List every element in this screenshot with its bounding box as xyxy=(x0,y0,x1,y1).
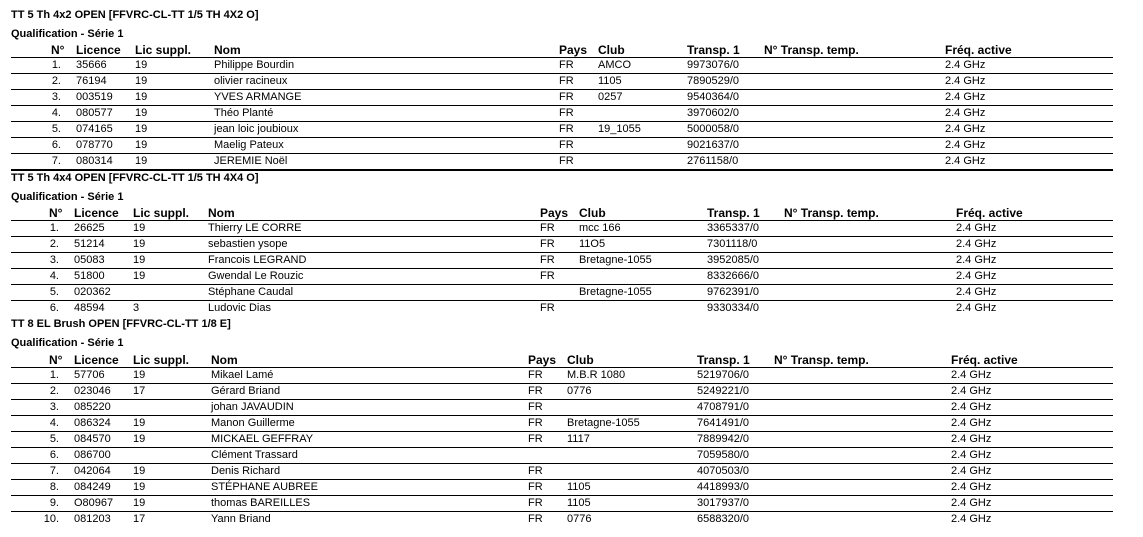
licence-cell: 05083 xyxy=(74,254,105,266)
transp-cell: 9021637/0 xyxy=(687,139,739,151)
licence-cell: 085220 xyxy=(74,401,111,413)
nom-cell: Philippe Bourdin xyxy=(214,59,295,71)
row-number: 10. xyxy=(43,513,59,525)
lic-suppl-cell: 19 xyxy=(135,107,148,119)
club-cell: 0776 xyxy=(567,385,592,397)
table-row xyxy=(11,269,1113,285)
licence-cell: 080314 xyxy=(76,155,113,167)
header-pays: Pays xyxy=(559,43,588,57)
section-title: TT 8 EL Brush OPEN [FFVRC-CL-TT 1/8 E] xyxy=(11,318,231,330)
lic-suppl-cell: 19 xyxy=(133,465,146,477)
licence-cell: 080577 xyxy=(76,107,113,119)
nom-cell: Yann Briand xyxy=(211,513,271,525)
freq-cell: 2.4 GHz xyxy=(956,222,997,234)
table-row xyxy=(11,122,1113,138)
club-cell: 1117 xyxy=(567,433,590,445)
pays-cell: FR xyxy=(540,270,555,282)
pays-cell: FR xyxy=(528,481,543,493)
club-cell: AMCO xyxy=(598,59,631,71)
freq-cell: 2.4 GHz xyxy=(945,107,986,119)
nom-cell: thomas BAREILLES xyxy=(211,497,311,509)
club-cell: 19_1055 xyxy=(598,123,641,135)
lic-suppl-cell: 19 xyxy=(135,59,148,71)
licence-cell: 48594 xyxy=(74,302,105,314)
row-number: 5. xyxy=(49,286,59,298)
header-num: N° xyxy=(49,353,63,367)
header-club: Club xyxy=(598,43,625,57)
row-number: 7. xyxy=(49,465,59,477)
row-number: 6. xyxy=(49,302,59,314)
row-number: 8. xyxy=(49,481,59,493)
club-cell: Bretagne-1055 xyxy=(579,286,652,298)
club-cell: Bretagne-1055 xyxy=(567,417,640,429)
table-row xyxy=(11,368,1113,384)
transp-cell: 5219706/0 xyxy=(697,369,749,381)
header-lic-suppl: Lic suppl. xyxy=(133,206,190,220)
club-cell: 0257 xyxy=(598,91,623,103)
nom-cell: sebastien ysope xyxy=(208,238,288,250)
nom-cell: YVES ARMANGE xyxy=(214,91,302,103)
row-number: 4. xyxy=(49,270,59,282)
nom-cell: Gwendal Le Rouzic xyxy=(208,270,304,282)
header-transp: Transp. 1 xyxy=(687,43,740,57)
table-row xyxy=(11,285,1113,301)
club-cell: 11O5 xyxy=(579,238,606,250)
header-licence: Licence xyxy=(76,43,121,57)
pays-cell: FR xyxy=(528,385,543,397)
table-header xyxy=(11,206,1143,220)
table-row xyxy=(11,512,1113,527)
transp-cell: 7641491/0 xyxy=(697,417,749,429)
nom-cell: MICKAEL GEFFRAY xyxy=(211,433,314,445)
pays-cell: FR xyxy=(540,222,555,234)
pays-cell: FR xyxy=(540,302,555,314)
club-cell: 1105 xyxy=(567,497,591,509)
transp-cell: 2761158/0 xyxy=(687,155,739,167)
licence-cell: 26625 xyxy=(74,222,105,234)
nom-cell: Thierry LE CORRE xyxy=(208,222,302,234)
freq-cell: 2.4 GHz xyxy=(951,513,992,525)
lic-suppl-cell: 17 xyxy=(133,513,146,525)
section-title: TT 5 Th 4x2 OPEN [FFVRC-CL-TT 1/5 TH 4X2 O] xyxy=(11,9,259,21)
header-lic-suppl: Lic suppl. xyxy=(135,43,192,57)
header-nom: Nom xyxy=(208,206,235,220)
table-row xyxy=(11,448,1113,464)
pays-cell: FR xyxy=(540,238,555,250)
club-cell: M.B.R 1080 xyxy=(567,369,626,381)
table-row xyxy=(11,221,1113,237)
club-cell: 1105 xyxy=(598,75,622,87)
transp-cell: 9762391/0 xyxy=(707,286,759,298)
nom-cell: Maelig Pateux xyxy=(214,139,284,151)
transp-cell: 3017937/0 xyxy=(697,497,749,509)
row-number: 6. xyxy=(51,139,61,151)
freq-cell: 2.4 GHz xyxy=(951,449,992,461)
table-row xyxy=(11,253,1113,269)
row-number: 1. xyxy=(51,59,61,71)
lic-suppl-cell: 19 xyxy=(133,222,146,234)
header-club: Club xyxy=(579,206,606,220)
club-cell: Bretagne-1055 xyxy=(579,254,652,266)
results-table xyxy=(11,367,1113,527)
pays-cell: FR xyxy=(528,401,543,413)
licence-cell: 081203 xyxy=(74,513,111,525)
pays-cell: FR xyxy=(528,369,543,381)
transp-cell: 7059580/0 xyxy=(697,449,749,461)
lic-suppl-cell: 19 xyxy=(133,417,146,429)
pays-cell: FR xyxy=(528,513,543,525)
licence-cell: 35666 xyxy=(76,59,107,71)
header-licence: Licence xyxy=(74,353,119,367)
transp-cell: 3970602/0 xyxy=(687,107,739,119)
licence-cell: 086700 xyxy=(74,449,111,461)
pays-cell: FR xyxy=(528,465,543,477)
freq-cell: 2.4 GHz xyxy=(956,286,997,298)
lic-suppl-cell: 19 xyxy=(133,254,146,266)
table-header xyxy=(11,353,1143,367)
row-number: 7. xyxy=(51,155,61,167)
licence-cell: 51800 xyxy=(74,270,105,282)
table-row xyxy=(11,480,1113,496)
freq-cell: 2.4 GHz xyxy=(956,302,997,314)
transp-cell: 9540364/0 xyxy=(687,91,739,103)
pays-cell: FR xyxy=(559,75,574,87)
row-number: 2. xyxy=(49,238,59,250)
freq-cell: 2.4 GHz xyxy=(956,238,997,250)
transp-cell: 5249221/0 xyxy=(697,385,749,397)
freq-cell: 2.4 GHz xyxy=(956,254,997,266)
section-subtitle: Qualification - Série 1 xyxy=(11,28,124,40)
row-number: 2. xyxy=(51,75,61,87)
pays-cell: FR xyxy=(528,417,543,429)
pays-cell: FR xyxy=(559,59,574,71)
table-header xyxy=(11,43,1143,57)
freq-cell: 2.4 GHz xyxy=(945,139,986,151)
lic-suppl-cell: 19 xyxy=(135,139,148,151)
lic-suppl-cell: 19 xyxy=(135,155,148,167)
club-cell: 0776 xyxy=(567,513,592,525)
row-number: 9. xyxy=(49,497,59,509)
row-number: 5. xyxy=(49,433,59,445)
lic-suppl-cell: 19 xyxy=(135,91,148,103)
nom-cell: jean loic joubioux xyxy=(214,123,299,135)
transp-cell: 3952085/0 xyxy=(707,254,759,266)
header-nom: Nom xyxy=(214,43,241,57)
table-row xyxy=(11,74,1113,90)
row-number: 3. xyxy=(49,254,59,266)
row-number: 3. xyxy=(49,401,59,413)
licence-cell: 51214 xyxy=(74,238,105,250)
row-number: 1. xyxy=(49,369,59,381)
header-transp-temp: N° Transp. temp. xyxy=(774,353,869,367)
lic-suppl-cell: 19 xyxy=(135,75,148,87)
transp-cell: 7890529/0 xyxy=(687,75,739,87)
table-row xyxy=(11,400,1113,416)
header-transp: Transp. 1 xyxy=(707,206,760,220)
header-num: N° xyxy=(49,206,63,220)
header-freq: Fréq. active xyxy=(956,206,1023,220)
pays-cell: FR xyxy=(559,139,574,151)
pays-cell: FR xyxy=(559,91,574,103)
table-row xyxy=(11,106,1113,122)
club-cell: mcc 166 xyxy=(579,222,621,234)
transp-cell: 7301118/0 xyxy=(707,238,758,250)
header-transp: Transp. 1 xyxy=(697,353,750,367)
results-table xyxy=(11,220,1113,316)
licence-cell: 020362 xyxy=(74,286,111,298)
freq-cell: 2.4 GHz xyxy=(945,123,986,135)
licence-cell: 023046 xyxy=(74,385,111,397)
transp-cell: 5000058/0 xyxy=(687,123,739,135)
nom-cell: johan JAVAUDIN xyxy=(211,401,294,413)
nom-cell: Clément Trassard xyxy=(211,449,298,461)
lic-suppl-cell: 19 xyxy=(133,497,146,509)
row-number: 6. xyxy=(49,449,59,461)
table-row xyxy=(11,432,1113,448)
licence-cell: 074165 xyxy=(76,123,113,135)
pays-cell: FR xyxy=(559,155,574,167)
nom-cell: Francois LEGRAND xyxy=(208,254,307,266)
table-row xyxy=(11,301,1113,316)
pays-cell: FR xyxy=(559,107,574,119)
table-row xyxy=(11,154,1113,169)
table-row xyxy=(11,464,1113,480)
row-number: 3. xyxy=(51,91,61,103)
pays-cell: FR xyxy=(540,254,555,266)
transp-cell: 9330334/0 xyxy=(707,302,759,314)
nom-cell: Gérard Briand xyxy=(211,385,281,397)
nom-cell: Stéphane Caudal xyxy=(208,286,294,298)
results-table xyxy=(11,57,1113,171)
transp-cell: 7889942/0 xyxy=(697,433,749,445)
licence-cell: 084570 xyxy=(74,433,111,445)
freq-cell: 2.4 GHz xyxy=(951,497,992,509)
row-number: 4. xyxy=(49,417,59,429)
lic-suppl-cell: 17 xyxy=(133,385,146,397)
freq-cell: 2.4 GHz xyxy=(951,433,992,445)
table-row xyxy=(11,90,1113,106)
header-freq: Fréq. active xyxy=(945,43,1012,57)
row-number: 4. xyxy=(51,107,61,119)
nom-cell: JEREMIE Noël xyxy=(214,155,288,167)
freq-cell: 2.4 GHz xyxy=(951,401,992,413)
transp-cell: 4418993/0 xyxy=(697,481,749,493)
row-number: 5. xyxy=(51,123,61,135)
nom-cell: Mikael Lamé xyxy=(211,369,274,381)
licence-cell: 086324 xyxy=(74,417,111,429)
lic-suppl-cell: 19 xyxy=(133,238,146,250)
transp-cell: 9973076/0 xyxy=(687,59,739,71)
section-subtitle: Qualification - Série 1 xyxy=(11,191,124,203)
freq-cell: 2.4 GHz xyxy=(945,155,986,167)
licence-cell: 76194 xyxy=(76,75,107,87)
freq-cell: 2.4 GHz xyxy=(945,91,986,103)
header-freq: Fréq. active xyxy=(951,353,1018,367)
freq-cell: 2.4 GHz xyxy=(951,369,992,381)
licence-cell: 003519 xyxy=(76,91,113,103)
lic-suppl-cell: 19 xyxy=(135,123,148,135)
freq-cell: 2.4 GHz xyxy=(951,481,992,493)
row-number: 2. xyxy=(49,385,59,397)
licence-cell: 57706 xyxy=(74,369,105,381)
pays-cell: FR xyxy=(528,433,543,445)
freq-cell: 2.4 GHz xyxy=(956,270,997,282)
freq-cell: 2.4 GHz xyxy=(945,75,986,87)
freq-cell: 2.4 GHz xyxy=(951,465,992,477)
section-title: TT 5 Th 4x4 OPEN [FFVRC-CL-TT 1/5 TH 4X4 O] xyxy=(11,172,259,184)
lic-suppl-cell: 19 xyxy=(133,481,146,493)
licence-cell: 084249 xyxy=(74,481,111,493)
header-nom: Nom xyxy=(211,353,238,367)
header-club: Club xyxy=(567,353,594,367)
transp-cell: 6588320/0 xyxy=(697,513,749,525)
table-row xyxy=(11,384,1113,400)
header-transp-temp: N° Transp. temp. xyxy=(784,206,879,220)
header-transp-temp: N° Transp. temp. xyxy=(764,43,859,57)
pays-cell: FR xyxy=(528,497,543,509)
pays-cell: FR xyxy=(559,123,574,135)
row-number: 1. xyxy=(49,222,59,234)
header-num: N° xyxy=(51,43,65,57)
section-subtitle: Qualification - Série 1 xyxy=(11,337,124,349)
header-pays: Pays xyxy=(540,206,569,220)
transp-cell: 4070503/0 xyxy=(697,465,749,477)
lic-suppl-cell: 19 xyxy=(133,433,146,445)
nom-cell: Denis Richard xyxy=(211,465,281,477)
table-row xyxy=(11,58,1113,74)
lic-suppl-cell: 19 xyxy=(133,369,146,381)
table-row xyxy=(11,496,1113,512)
table-row xyxy=(11,237,1113,253)
licence-cell: 042064 xyxy=(74,465,111,477)
nom-cell: Manon Guillerme xyxy=(211,417,295,429)
transp-cell: 3365337/0 xyxy=(707,222,759,234)
lic-suppl-cell: 3 xyxy=(133,302,140,314)
transp-cell: 4708791/0 xyxy=(697,401,749,413)
freq-cell: 2.4 GHz xyxy=(951,417,992,429)
table-row xyxy=(11,138,1113,154)
table-row xyxy=(11,416,1113,432)
header-licence: Licence xyxy=(74,206,119,220)
nom-cell: Ludovic Dias xyxy=(208,302,271,314)
header-lic-suppl: Lic suppl. xyxy=(133,353,190,367)
nom-cell: Théo Planté xyxy=(214,107,274,119)
freq-cell: 2.4 GHz xyxy=(945,59,986,71)
licence-cell: O80967 xyxy=(74,497,114,509)
header-pays: Pays xyxy=(528,353,557,367)
licence-cell: 078770 xyxy=(76,139,113,151)
club-cell: 1105 xyxy=(567,481,591,493)
freq-cell: 2.4 GHz xyxy=(951,385,992,397)
transp-cell: 8332666/0 xyxy=(707,270,759,282)
lic-suppl-cell: 19 xyxy=(133,270,146,282)
nom-cell: olivier racineux xyxy=(214,75,288,87)
nom-cell: STÉPHANE AUBREE xyxy=(211,481,318,493)
